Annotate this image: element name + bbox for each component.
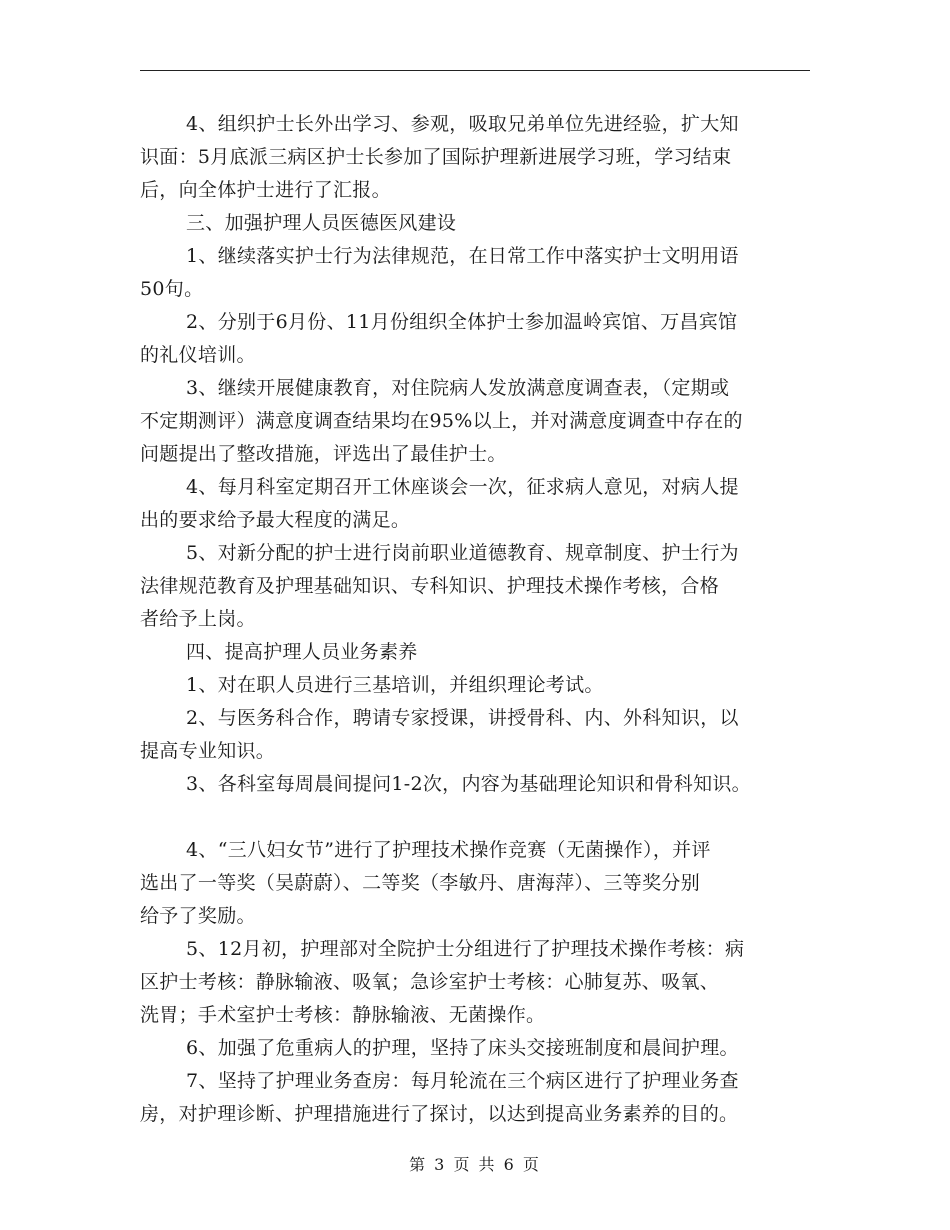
paragraph-line: 3、继续开展健康教育，对住院病人发放满意度调查表，（定期或 [186,377,730,399]
paragraph-line: 3、各科室每周晨间提问1-2次，内容为基础理论知识和骨科知识。 [186,773,751,795]
paragraph-line: 洗胃；手术室护士考核：静脉输液、无菌操作。 [140,1004,546,1026]
paragraph-line: 给予了奖励。 [140,905,256,927]
paragraph-line: 4、每月科室定期召开工休座谈会一次，征求病人意见，对病人提 [186,476,739,498]
paragraph-line: 问题提出了整改措施，评选出了最佳护士。 [140,443,507,465]
paragraph-line: 的礼仪培训。 [140,344,256,366]
paragraph-line: 2、与医务科合作，聘请专家授课，讲授骨科、内、外科知识，以 [186,707,739,729]
paragraph-line: 5、对新分配的护士进行岗前职业道德教育、规章制度、护士行为 [186,542,739,564]
document-body [140,108,830,1131]
paragraph-line: 2、分别于6月份、11月份组织全体护士参加温岭宾馆、万昌宾馆 [186,311,738,333]
paragraph-line: 出的要求给予最大程度的满足。 [140,509,411,531]
paragraph-line: 者给予上岗。 [140,608,256,630]
paragraph-line: 不定期测评）满意度调查结果均在95%以上，并对满意度调查中存在的 [140,410,743,432]
section-heading: 三、加强护理人员医德医风建设 [186,212,457,234]
paragraph-line: 识面：5月底派三病区护士长参加了国际护理新进展学习班，学习结束 [140,146,732,168]
blank-line [140,801,830,834]
paragraph-line: 房，对护理诊断、护理措施进行了探讨，以达到提高业务素养的目的。 [140,1103,739,1125]
paragraph-line: 6、加强了危重病人的护理，坚持了床头交接班制度和晨间护理。 [186,1037,739,1059]
paragraph-line: 1、对在职人员进行三基培训，并组织理论考试。 [186,674,604,696]
section-heading: 四、提高护理人员业务素养 [186,641,418,663]
paragraph-line: 法律规范教育及护理基础知识、专科知识、护理技术操作考核，合格 [140,575,720,597]
page-number: 第 3 页 共 6 页 [409,1155,541,1174]
header-rule [140,70,810,71]
paragraph-line: 50句。 [140,278,204,300]
paragraph-line: 5、12月初，护理部对全院护士分组进行了护理技术操作考核：病 [186,938,745,960]
paragraph-line: 4、“三八妇女节”进行了护理技术操作竞赛（无菌操作），并评 [186,839,711,861]
paragraph-line: 1、继续落实护士行为法律规范，在日常工作中落实护士文明用语 [186,245,739,267]
paragraph-line: 提高专业知识。 [140,740,276,762]
paragraph-line: 7、坚持了护理业务查房：每月轮流在三个病区进行了护理业务查 [186,1070,739,1092]
paragraph-line: 后，向全体护士进行了汇报。 [140,179,391,201]
paragraph-line: 4、组织护士长外出学习、参观，吸取兄弟单位先进经验，扩大知 [186,113,739,135]
paragraph-line: 区护士考核：静脉输液、吸氧；急诊室护士考核：心肺复苏、吸氧、 [140,971,720,993]
paragraph-line: 选出了一等奖（吴蔚蔚）、二等奖（李敏丹、唐海萍）、三等奖分别 [140,872,701,894]
